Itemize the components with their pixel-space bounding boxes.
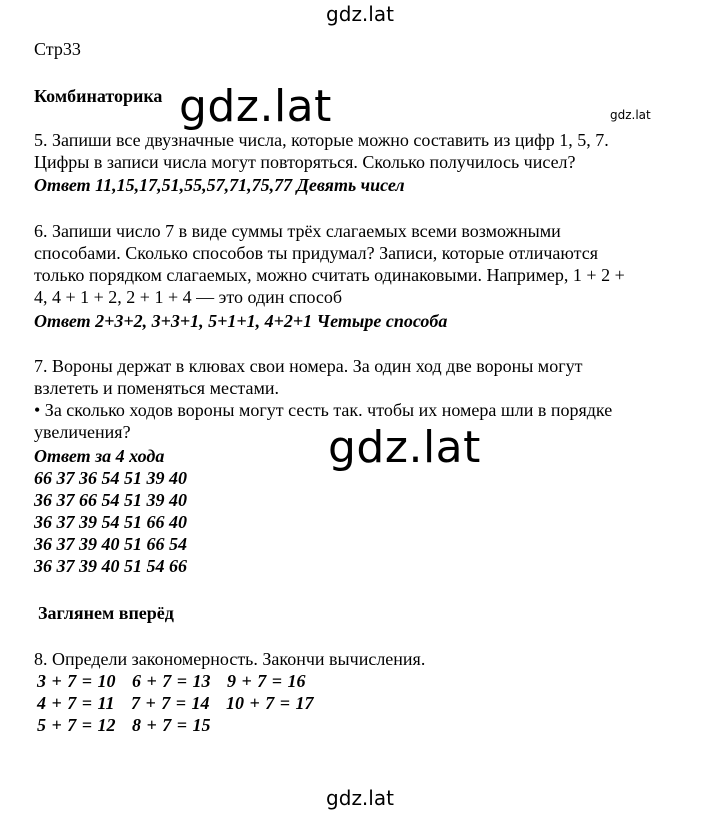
watermark-large-1: gdz.lat (179, 81, 332, 132)
task-8-row: 5 + 7 = 12 8 + 7 = 15 (37, 715, 211, 735)
task-8-text: 8. Определи закономерность. Закончи вычисления. (34, 649, 426, 669)
task-6-text (34, 220, 625, 308)
watermark-small: gdz.lat (610, 108, 651, 122)
task-8-answers (37, 670, 314, 736)
watermark-bottom: gdz.lat (326, 786, 394, 810)
watermark-large-2: gdz.lat (328, 422, 481, 473)
section-title-combinatorics: Комбинаторика (34, 86, 163, 106)
task-7-row: 36 37 39 54 51 66 40 (34, 512, 187, 532)
watermark-top: gdz.lat (326, 2, 394, 26)
task-7-row: 36 37 39 40 51 66 54 (34, 534, 187, 554)
task-7-line: взлететь и поменяться местами. (34, 378, 279, 398)
page-label: Стр33 (34, 39, 81, 59)
section-title-look-ahead: Заглянем вперёд (38, 603, 174, 623)
task-5-line: 5. Запиши все двузначные числа, которые можно составить из цифр 1, 5, 7. (34, 130, 609, 150)
task-7-line: 7. Вороны держат в клювах свои номера. За один ход две вороны могут (34, 356, 583, 376)
task-6-line: только порядком слагаемых, можно считать одинаковыми. Например, 1 + 2 + (34, 265, 625, 285)
task-5-text (34, 129, 609, 173)
task-7-answer (34, 445, 187, 577)
task-7-row: 66 37 36 54 51 39 40 (34, 468, 187, 488)
task-6-line: 4, 4 + 1 + 2, 2 + 1 + 4 — это один способ (34, 287, 343, 307)
task-6-answer: Ответ 2+3+2, 3+3+1, 5+1+1, 4+2+1 Четыре способа (34, 311, 448, 331)
task-6-line: способами. Сколько способов ты придумал? Записи, которые отличаются (34, 243, 598, 263)
task-7-text (34, 355, 612, 443)
task-5-answer: Ответ 11,15,17,51,55,57,71,75,77 Девять чисел (34, 175, 405, 195)
task-7-line: увеличения? (34, 422, 131, 442)
task-7-line: • За сколько ходов вороны могут сесть так. чтобы их номера шли в порядке (34, 400, 613, 420)
task-6-line: 6. Запиши число 7 в виде суммы трёх слагаемых всеми возможными (34, 221, 561, 241)
task-7-row: 36 37 39 40 51 54 66 (34, 556, 187, 576)
task-7-row: 36 37 66 54 51 39 40 (34, 490, 187, 510)
task-8-row: 3 + 7 = 10 6 + 7 = 13 9 + 7 = 16 (37, 671, 306, 691)
task-5-line: Цифры в записи числа могут повторяться. Сколько получилось чисел? (34, 152, 576, 172)
task-8-row: 4 + 7 = 11 7 + 7 = 14 10 + 7 = 17 (37, 693, 314, 713)
task-7-answer-title: Ответ за 4 хода (34, 446, 165, 466)
